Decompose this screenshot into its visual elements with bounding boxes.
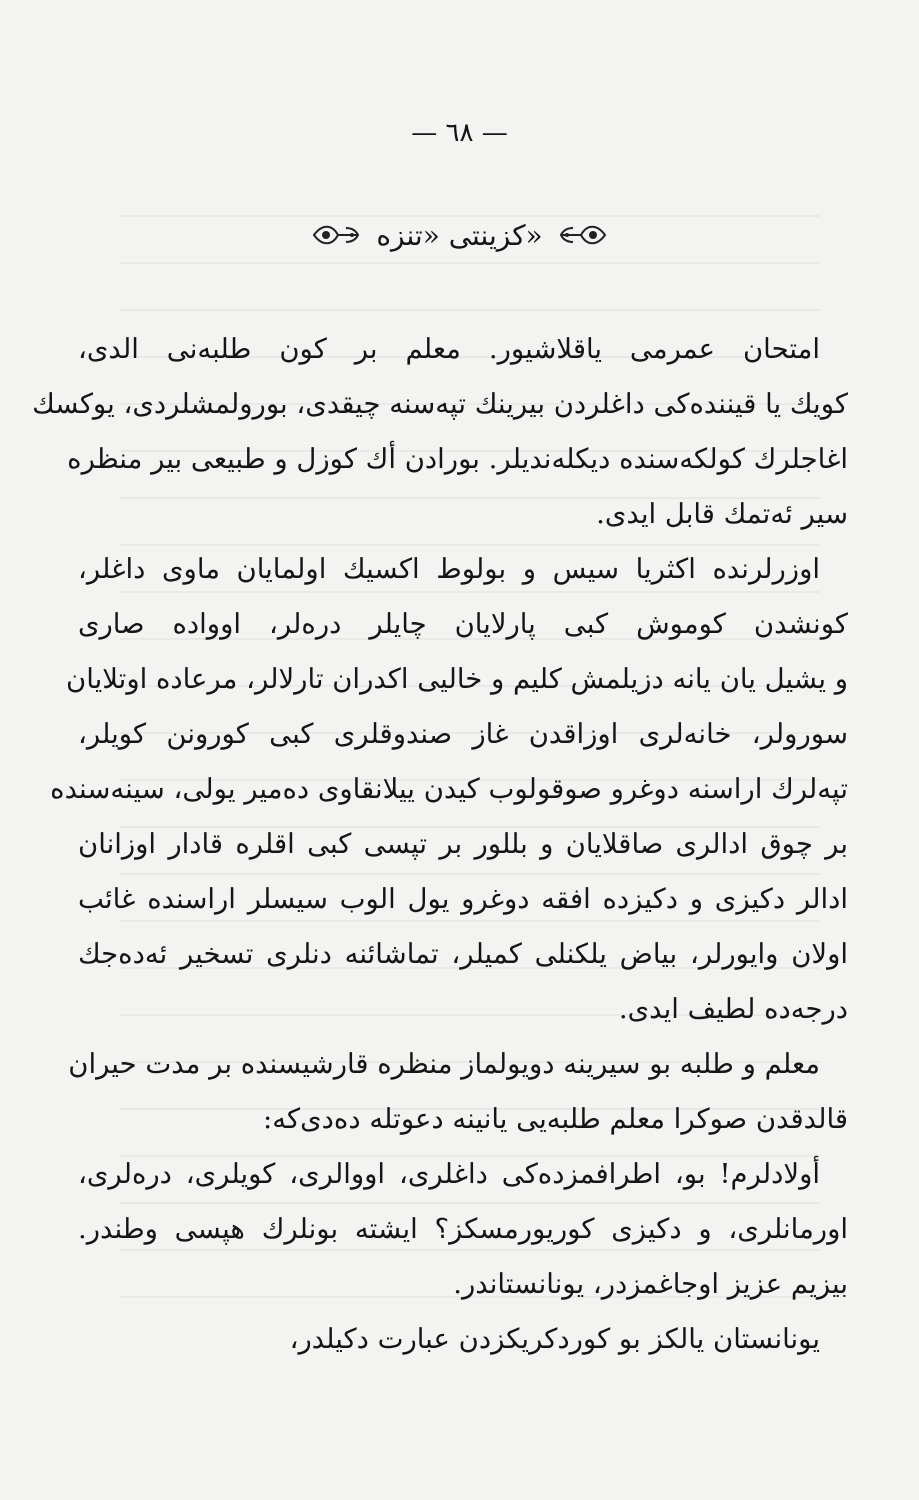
text-line: امتحان عمرمى ياقلاشيور. معلم بر كون طلبه‌نى الدى، xyxy=(78,333,820,365)
text-line: يونانستان يالكز بو كوردكريكزدن عبارت دكيلدر، xyxy=(289,1323,820,1355)
text-line: اوزرلرنده اكثريا سيس و بولوط اكسيك اولمايان ماوى داغلر، xyxy=(78,553,820,585)
text-line: ادالر دكيزى و دكيزده افقه دوغرو يول الوب سيسلر اراسنده غائب xyxy=(78,883,848,915)
text-line: كويك يا قيننده‌كى داغلردن بيرينك تپه‌سنه چيقدى، بورولمشلردى، يوكسك xyxy=(32,388,848,420)
section-title: كزينتى «تنزه» xyxy=(376,218,543,252)
text-line: اورمانلرى، و دكيزى كوريورمسكز؟ ايشته بونلرك هپسى وطندر. xyxy=(78,1213,848,1245)
text-line: اغاجلرك كولكه‌سنده ديكله‌نديلر. بورادن أك كوزل و طبيعى بير منظره xyxy=(67,443,848,475)
text-line: بر چوق ادالرى صاقلايان و بللور بر تپسى كبى اقلره قادار اوزانان xyxy=(78,828,848,860)
text-line: معلم و طلبه بو سيرينه دويولماز منظره قارشيسنده بر مدت حيران xyxy=(68,1048,820,1080)
text-line: سير ئه‌تمك قابل ايدى. xyxy=(596,498,848,530)
text-line: تپه‌لرك اراسنه دوغرو صوقولوب كيدن ييلانقاوى ده‌مير يولى، سينه‌سنده xyxy=(50,773,848,805)
text-line: بيزيم عزيز اوجاغمزدر، يونانستاندر. xyxy=(453,1268,848,1300)
body-text xyxy=(32,322,848,1367)
section-heading xyxy=(0,218,919,252)
text-line: اولان وايورلر، بياض يلكنلى كميلر، تماشائنه دنلرى تسخير ئه‌ده‌جك xyxy=(78,938,848,970)
text-line: كونشدن كوموش كبى پارلايان چايلر دره‌لر، اوواده صارى xyxy=(78,608,848,640)
text-line: قالدقدن صوكرا معلم طلبه‌يى يانينه دعوتله ده‌دى‌كه: xyxy=(263,1103,848,1135)
text-line: أولادلرم! بو، اطرافمزده‌كى داغلرى، اووالرى، كويلرى، دره‌لرى، xyxy=(78,1158,820,1190)
text-line: درجه‌ده لطيف ايدى. xyxy=(618,993,848,1025)
text-line: و يشيل يان يانه دزيلمش كليم و خاليى اكدران تارلالر، مرعاده اوتلايان xyxy=(66,663,848,695)
text-line: سورولر، خانه‌لرى اوزاقدن غاز صندوقلرى كبى كورونن كويلر، xyxy=(78,718,848,750)
left-floral-ornament-icon xyxy=(310,218,362,252)
right-floral-ornament-icon xyxy=(557,218,609,252)
page-number: — ٦٨ — xyxy=(411,118,508,148)
